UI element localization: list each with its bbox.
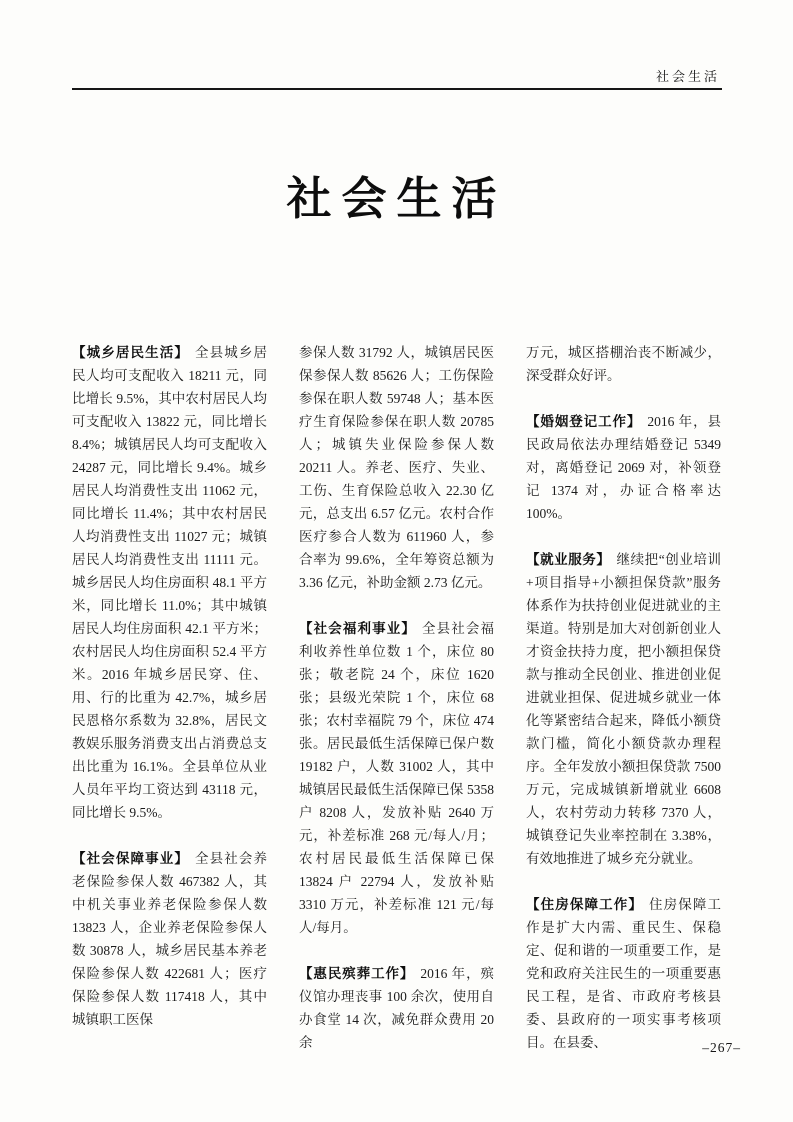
section-heading: 【住房保障工作】: [526, 897, 643, 912]
section-heading: 【社会保障事业】: [72, 851, 189, 866]
section-text: 全县城乡居民人均可支配收入 18211 元，同比增长 9.5%，其中农村居民人均可支配收入 13822 元，同比增长 8.4%；城镇居民人均可支配收入 24287 元，同比增长 9.4%。城乡居民人均消费性支出 11062 元，同比增长 11.4%；其中农村居民人均消费性支出 11027 元；城镇居民人均消费性支出 11111 元。城乡居民人均住房面积 48.1 平方米，同比增长 11.0%；其中城镇居民人均住房面积 42.1 平方米；农村居民人均住房面积 52.4 平方米。2016 年城乡居民穿、住、用、行的比重为 42.7%，城乡居民恩格尔系数为 32.8%，居民文教娱乐服务消费支出占消费总支出比重为 16.1%。全县单位从业人员年平均工资达到 43118 元，同比增长 9.5%。: [72, 345, 268, 820]
section-heading: 【婚姻登记工作】: [526, 414, 642, 429]
text-columns: [72, 341, 722, 1054]
continuation-funeral-service: [526, 341, 721, 387]
section-housing-security: [526, 893, 721, 1054]
column-3: [526, 341, 721, 1054]
section-text: 全县社会养老保险参保人数 467382 人，其中机关事业养老保险参保人数 13823 人，企业养老保险参保人数 30878 人，城乡居民基本养老保险参保人数 422681 人；医疗保险参保人数 117418 人，其中城镇职工医保: [72, 851, 268, 1027]
section-social-welfare: [299, 617, 494, 939]
section-urban-rural-life: [72, 341, 267, 824]
section-text: 参保人数 31792 人，城镇居民医保参保人数 85626 人；工伤保险参保在职人数 59748 人；基本医疗生育保险参保在职人数 20785 人；城镇失业保险参保人数 20211 人。养老、医疗、失业、工伤、生育保险总收入 22.30 亿元，总支出 6.57 亿元。农村合作医疗参合人数为 611960 人，参合率为 99.6%，全年筹资总额为 3.36 亿元，补助金额 2.73 亿元。: [299, 345, 494, 590]
section-text: 2016 年，县民政局依法办理结婚登记 5349 对，离婚登记 2069 对，补领登记 1374 对，办证合格率达 100%。: [526, 414, 722, 521]
section-marriage-registration: [526, 410, 721, 525]
column-2: [299, 341, 494, 1054]
header-rule: [72, 88, 722, 90]
section-text: 万元，城区搭棚治丧不断减少，深受群众好评。: [526, 345, 721, 383]
section-heading: 【社会福利事业】: [299, 621, 416, 636]
section-text: 住房保障工作是扩大内需、重民生、保稳定、促和谐的一项重要工作，是党和政府关注民生的一项重要惠民工程，是省、市政府考核县委、县政府的一项实事考核项目。在县委、: [526, 897, 722, 1050]
running-header-title: 社会生活: [655, 69, 720, 84]
section-text: 2016 年，殡仪馆办理丧事 100 余次，使用自办食堂 14 次，减免群众费用 20 余: [299, 966, 495, 1050]
page-number: –267–: [702, 1040, 741, 1055]
section-funeral-service: [299, 962, 494, 1054]
section-text: 全县社会福利收养性单位数 1 个，床位 80 张；敬老院 24 个，床位 1620 张；县级光荣院 1 个，床位 68 张；农村幸福院 79 个，床位 474 张。居民最低生活保障已保户数 19182 户，人数 31002 人，其中城镇居民最低生活保障已保 5358 户 8208 人，发放补贴 2640 万元，补差标准 268 元/每人/月；农村居民最低生活保障已保 13824 户 22794 人，发放补贴 3310 万元，补差标准 121 元/每人/每月。: [299, 621, 495, 935]
section-heading: 【城乡居民生活】: [72, 345, 189, 360]
page-title: 社会生活: [286, 174, 507, 224]
continuation-social-security: [299, 341, 494, 594]
section-heading: 【惠民殡葬工作】: [299, 966, 415, 981]
column-1: [72, 341, 267, 1054]
section-text: 继续把“创业培训+项目指导+小额担保贷款”服务体系作为扶持创业促进就业的主渠道。特别是加大对创新创业人才资金扶持力度，把小额担保贷款与推动全民创业、推进创业促进就业担保、促进城乡就业一体化等紧密结合起来，降低小额贷款门槛，简化小额贷款办理程序。全年发放小额担保贷款 7500 万元，完成城镇新增就业 6608 人，农村劳动力转移 7370 人，城镇登记失业率控制在 3.38%，有效地推进了城乡充分就业。: [526, 552, 721, 866]
section-social-security: [72, 847, 267, 1031]
section-heading: 【就业服务】: [526, 552, 611, 567]
section-employment-service: [526, 548, 721, 870]
